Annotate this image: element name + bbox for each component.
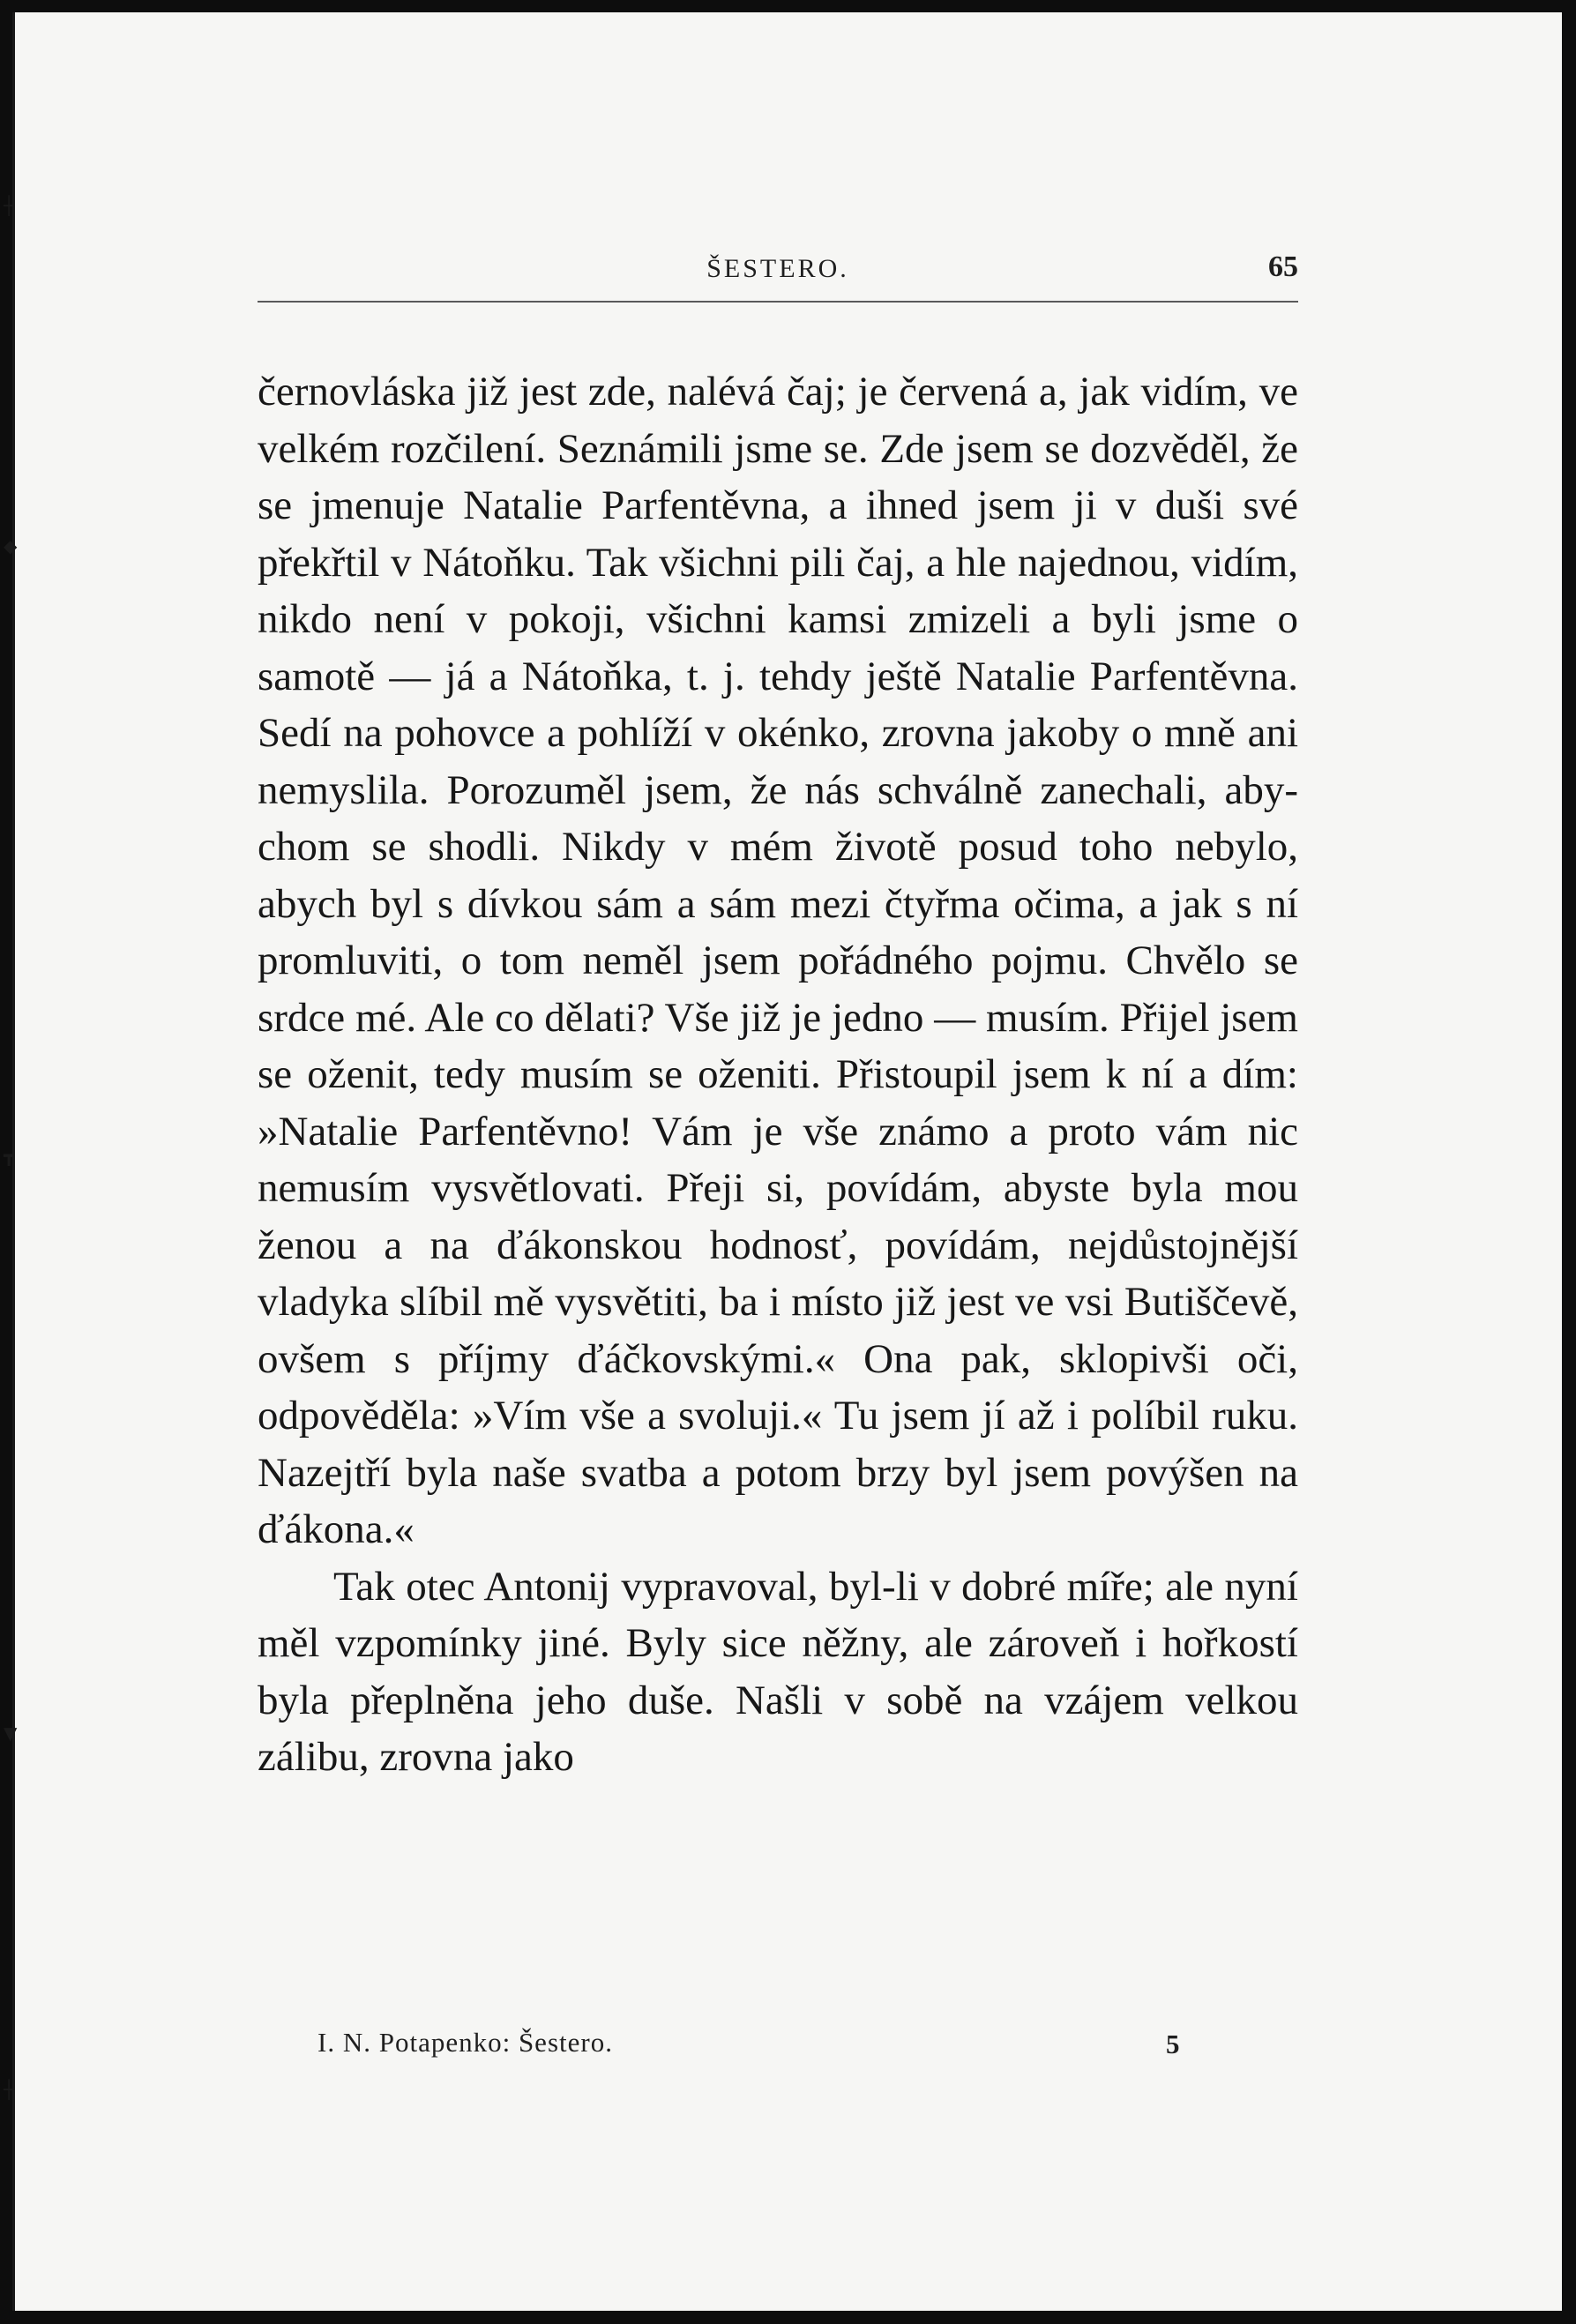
body-text <box>258 363 1298 1786</box>
binding-tick-mark: ┼ <box>4 2079 15 2100</box>
paragraph-continued: černovláska již jest zde, nalévá čaj; je červená a, jak vidím, ve velkém rozčilení. Seznámili jsme se. Zde jsem se dozvěděl, že se jmenuje Natalie Parfentěvna, a ihned jsem ji v duši své překřtil v Nátoňku. Tak všichni pili čaj, a hle najednou, vidím, nikdo není v pokoji, všichni kamsi zmizeli a byli jsme o samotě — já a Nátoňka, t. j. tehdy ještě Natalie Parfentěvna. Sedí na pohovce a pohlíží v okénko, zrovna jakoby o mně ani nemyslila. Porozuměl jsem, že nás schválně zanechali, abychom se shodli. Nikdy v mém životě posud toho nebylo, abych byl s dívkou sám a sám mezi čtyřma očima, a jak s ní promluviti, o tom neměl jsem pořádného pojmu. Chvělo se srdce mé. Ale co dělati? Vše již je jedno — musím. Přijel jsem se oženit, tedy musím se oženiti. Přistoupil jsem k ní a dím: »Natalie Parfentěvno! Vám je vše známo a proto vám nic nemusím vysvětlovati. Přeji si, povídám, abyste byla mou ženou a na ďákonskou hodnosť, povídám, nejdůstojnější vladyka slíbil mě vysvětiti, ba i místo již jest ve vsi Butiščevě, ovšem s příjmy ďáčkovskými.« Ona pak, sklopivši oči, odpověděla: »Vím vše a svoluji.« Tu jsem jí až i políbil ruku. Nazejtří byla naše svatba a potom brzy byl jsem povýšen na ďákona.« <box>258 369 1298 1552</box>
binding-tick-mark: ┼ <box>4 195 15 216</box>
binding-tick-mark: ┳ <box>4 1145 15 1166</box>
page-header <box>258 238 1298 296</box>
page-number: 65 <box>1268 250 1298 283</box>
binding-tick-mark: ◆ <box>4 535 18 557</box>
binding-tick-mark: ▼ <box>4 1722 18 1744</box>
paragraph: Tak otec Antonij vypravoval, byl-li v dobré míře; ale nyní měl vzpomínky jiné. Byly sice něžny, ale zároveň i hořkostí byla přeplněna jeho duše. Našli v sobě na vzájem velkou zálibu, zrovna jako <box>258 1563 1298 1780</box>
signature-mark: 5 <box>1166 2029 1180 2059</box>
page-footer <box>258 2020 1298 2064</box>
header-rule <box>258 301 1298 303</box>
footer-source-line: I. N. Potapenko: Šestero. <box>317 2027 613 2058</box>
running-title: ŠESTERO. <box>706 254 849 283</box>
